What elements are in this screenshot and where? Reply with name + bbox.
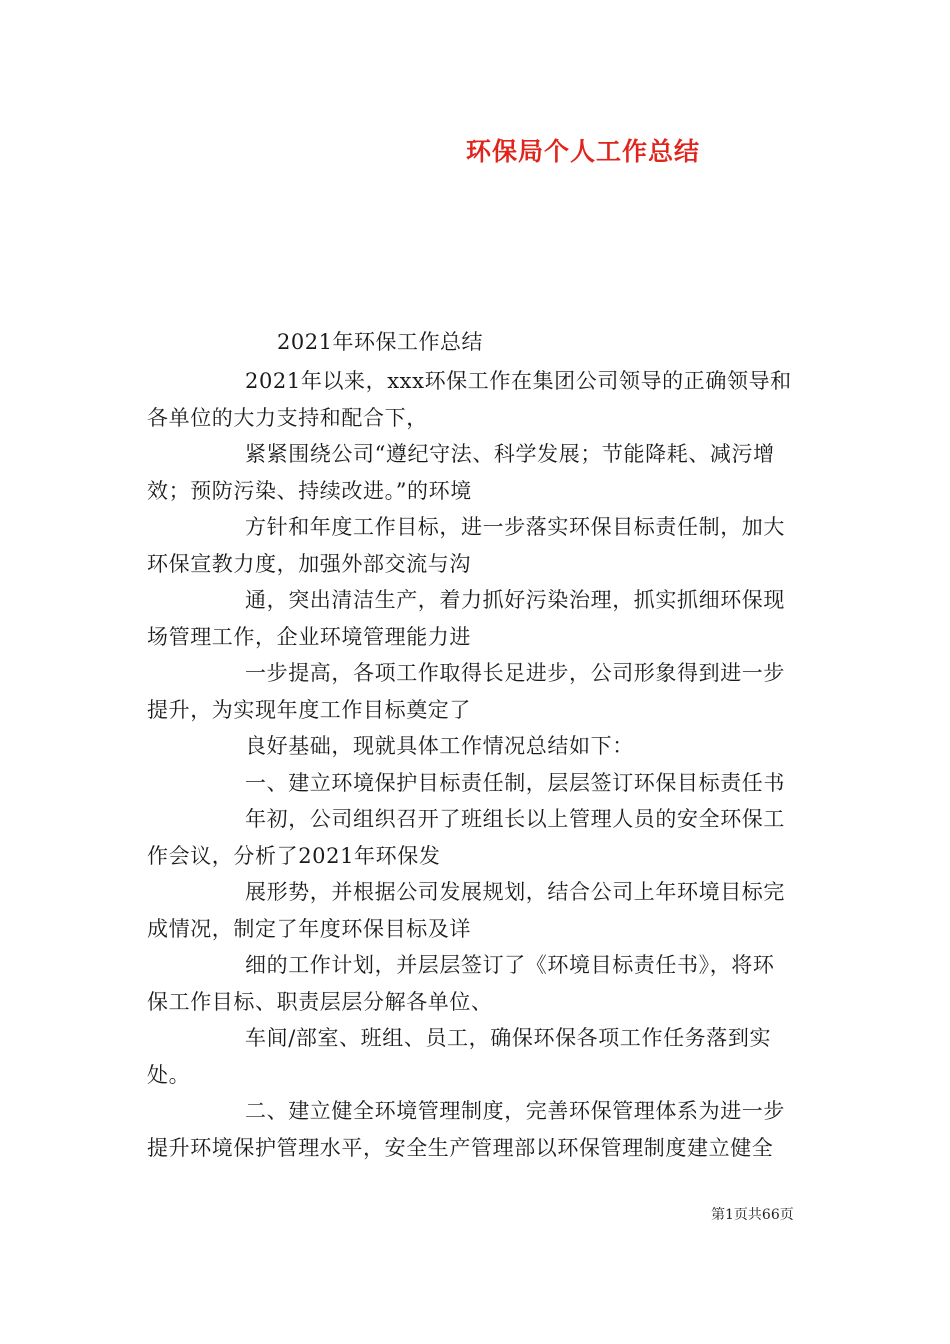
paragraph-line: 2021年以来，xxx环保工作在集团公司领导的正确领导和 xyxy=(245,369,792,393)
document-title: 环保局个人工作总结 xyxy=(465,137,700,166)
paragraph xyxy=(147,655,807,728)
paragraph: 良好基础，现就具体工作情况总结如下： xyxy=(245,734,634,758)
paragraph-line: 方针和年度工作目标，进一步落实环保目标责任制，加大 xyxy=(245,515,785,539)
paragraph-line: 场管理工作，企业环境管理能力进 xyxy=(147,624,471,649)
paragraph-line: 提升环境保护管理水平，安全生产管理部以环保管理制度建立健全 xyxy=(147,1135,774,1160)
paragraph-line: 通，突出清洁生产，着力抓好污染治理，抓实抓细环保现 xyxy=(245,588,785,612)
paragraph-line: 二、建立健全环境管理制度，完善环保管理体系为进一步 xyxy=(245,1099,785,1123)
page-number: 第1页共66页 xyxy=(711,1207,794,1223)
paragraph xyxy=(147,436,807,509)
paragraph-line: 处。 xyxy=(147,1062,191,1087)
paragraph-line: 一步提高，各项工作取得长足进步，公司形象得到进一步 xyxy=(245,661,785,685)
paragraph-line: 年初，公司组织召开了班组长以上管理人员的安全环保工 xyxy=(245,807,785,831)
paragraph-line: 作会议，分析了2021年环保发 xyxy=(147,843,441,868)
document-subtitle: 2021年环保工作总结 xyxy=(277,330,483,354)
paragraph-line: 效；预防污染、持续改进。”的环境 xyxy=(147,478,472,503)
paragraph xyxy=(147,1020,807,1093)
paragraph xyxy=(147,947,807,1020)
paragraph-line: 紧紧围绕公司“遵纪守法、科学发展；节能降耗、减污增 xyxy=(245,442,775,466)
paragraph-line: 提升，为实现年度工作目标奠定了 xyxy=(147,697,471,722)
paragraph-line: 环保宣教力度，加强外部交流与沟 xyxy=(147,551,471,576)
paragraph-line: 各单位的大力支持和配合下， xyxy=(147,405,428,430)
paragraph-line: 细的工作计划，并层层签订了《环境目标责任书》，将环 xyxy=(245,953,775,977)
section-heading xyxy=(147,1093,807,1166)
paragraph xyxy=(147,363,807,436)
paragraph xyxy=(147,801,807,874)
paragraph xyxy=(147,874,807,947)
paragraph xyxy=(147,582,807,655)
paragraph-line: 车间/部室、班组、员工，确保环保各项工作任务落到实 xyxy=(245,1026,772,1050)
paragraph-line: 展形势，并根据公司发展规划，结合公司上年环境目标完 xyxy=(245,880,785,904)
paragraph-line: 成情况，制定了年度环保目标及详 xyxy=(147,916,471,941)
paragraph-line: 保工作目标、职责层层分解各单位、 xyxy=(147,989,493,1014)
paragraph xyxy=(147,509,807,582)
section-heading: 一、建立环境保护目标责任制，层层签订环保目标责任书 xyxy=(245,770,785,795)
document-body xyxy=(147,363,807,1166)
